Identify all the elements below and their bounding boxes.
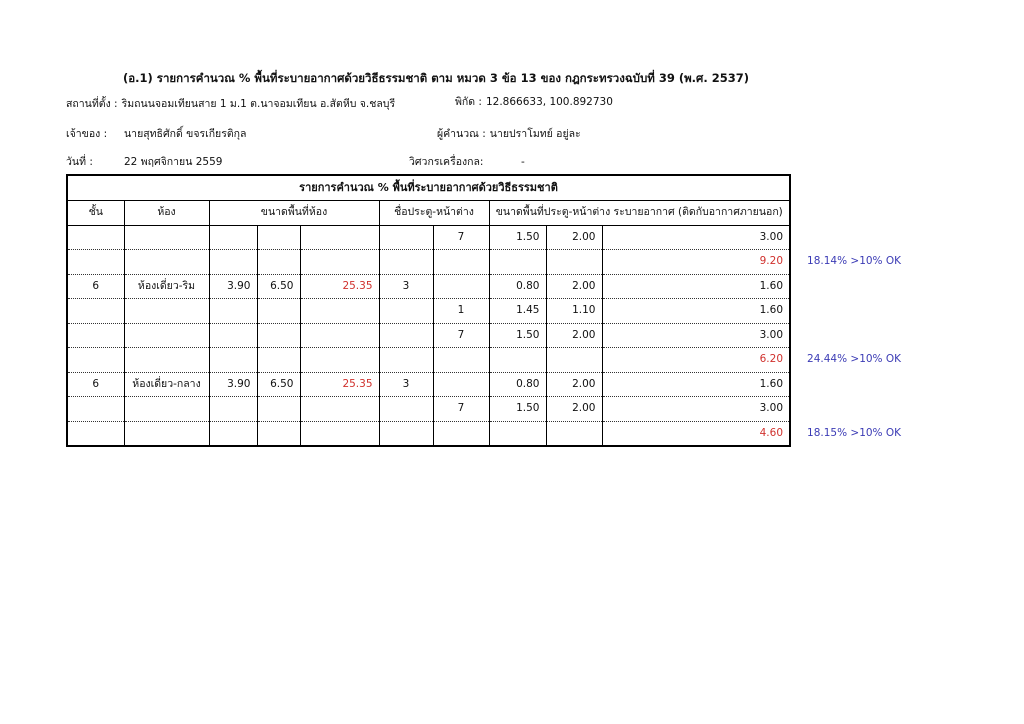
table-caption: รายการคำนวณ % พื้นที่ระบายอากาศด้วยวิธีธรรมชาติ [67, 175, 790, 200]
owner-label: เจ้าของ : [66, 128, 108, 140]
room-area-cell [300, 348, 379, 373]
opening-area-cell: 3.00 [602, 397, 790, 422]
table-row [67, 299, 901, 324]
location-line [66, 97, 395, 111]
ventilation-ratio-note: 18.15% >10% OK [807, 426, 902, 439]
note-spacer [790, 175, 901, 200]
room-name-cell [124, 323, 209, 348]
ventilation-calculation-table [66, 174, 902, 447]
opening-name-cell [433, 274, 489, 299]
room-area-cell [300, 421, 379, 446]
opening-height-cell: 2.00 [546, 397, 602, 422]
coordinates-label: พิกัด : [455, 96, 482, 108]
opening-width-cell: 1.50 [489, 225, 546, 250]
table-row [67, 348, 901, 373]
room-width-cell: 3.90 [209, 274, 257, 299]
room-width-cell [209, 348, 257, 373]
date-label: วันที่ : [66, 156, 93, 168]
owner-value: นายสุทธิศักดิ์ ขจรเกียรติกุล [124, 128, 247, 140]
room-area-cell [300, 323, 379, 348]
opening-height-cell: 2.00 [546, 274, 602, 299]
room-length-cell [257, 323, 300, 348]
header-room: ห้อง [124, 200, 209, 225]
opening-group-cell [379, 250, 433, 275]
date-value: 22 พฤศจิกายน 2559 [124, 156, 223, 168]
header-opening-name: ชื่อประตู-หน้าต่าง [379, 200, 489, 225]
floor-cell [67, 323, 124, 348]
opening-area-cell: 1.60 [602, 299, 790, 324]
opening-width-cell: 1.50 [489, 323, 546, 348]
room-name-cell [124, 299, 209, 324]
table-row [67, 225, 901, 250]
floor-cell [67, 397, 124, 422]
ventilation-ratio-note [790, 225, 901, 250]
opening-name-cell [433, 372, 489, 397]
opening-height-cell [546, 250, 602, 275]
opening-width-cell [489, 348, 546, 373]
document-title: (อ.1) รายการคำนวณ % พื้นที่ระบายอากาศด้วยวิธีธรรมชาติ ตาม หมวด 3 ข้อ 13 ของ กฎกระทรวงฉบับที่ 39 (พ.ศ. 2537) [123, 71, 749, 85]
opening-width-cell [489, 250, 546, 275]
room-length-cell [257, 225, 300, 250]
opening-height-cell: 2.00 [546, 323, 602, 348]
calculator-label: ผู้คำนวณ : [437, 128, 486, 140]
table-header-row [67, 200, 901, 225]
opening-name-cell [433, 348, 489, 373]
opening-name-cell: 7 [433, 225, 489, 250]
opening-area-cell: 1.60 [602, 274, 790, 299]
opening-group-cell: 3 [379, 372, 433, 397]
opening-width-cell: 1.45 [489, 299, 546, 324]
opening-width-cell [489, 421, 546, 446]
opening-group-cell [379, 348, 433, 373]
room-width-cell [209, 299, 257, 324]
opening-area-cell: 1.60 [602, 372, 790, 397]
floor-cell [67, 225, 124, 250]
ventilation-ratio-note [790, 372, 901, 397]
table-row [67, 250, 901, 275]
location-label: สถานที่ตั้ง : [66, 98, 118, 110]
room-width-cell [209, 421, 257, 446]
room-width-cell [209, 323, 257, 348]
opening-group-cell: 3 [379, 274, 433, 299]
opening-area-total-cell: 4.60 [602, 421, 790, 446]
room-length-cell [257, 397, 300, 422]
opening-group-cell [379, 299, 433, 324]
room-length-cell [257, 348, 300, 373]
calculator-value: นายปราโมทย์ อยู่ละ [489, 128, 581, 140]
floor-cell [67, 348, 124, 373]
room-length-cell: 6.50 [257, 372, 300, 397]
ventilation-ratio-note: 18.14% >10% OK [807, 255, 902, 268]
opening-area-cell: 3.00 [602, 225, 790, 250]
header-opening-size: ขนาดพื้นที่ประตู-หน้าต่าง ระบายอากาศ (ติดกับอากาศภายนอก) [489, 200, 790, 225]
room-area-cell [300, 397, 379, 422]
room-area-cell [300, 250, 379, 275]
floor-cell [67, 421, 124, 446]
opening-name-cell [433, 250, 489, 275]
engineer-value: - [521, 156, 525, 168]
room-area-cell [300, 299, 379, 324]
room-name-cell: ห้องเดี่ยว-ริม [124, 274, 209, 299]
opening-group-cell [379, 225, 433, 250]
location-value: ริมถนนจอมเทียนสาย 1 ม.1 ต.นาจอมเทียน อ.สัตหีบ จ.ชลบุรี [121, 98, 396, 110]
opening-name-cell: 1 [433, 299, 489, 324]
coordinates-value: 12.866633, 100.892730 [485, 96, 613, 108]
room-length-cell [257, 421, 300, 446]
table-row [67, 397, 901, 422]
opening-height-cell: 2.00 [546, 225, 602, 250]
room-name-cell [124, 348, 209, 373]
opening-height-cell: 2.00 [546, 372, 602, 397]
table-row [67, 372, 901, 397]
floor-cell [67, 250, 124, 275]
note-spacer [790, 200, 901, 225]
ventilation-ratio-note: 24.44% >10% OK [807, 353, 902, 366]
floor-cell [67, 299, 124, 324]
room-name-cell [124, 397, 209, 422]
floor-cell: 6 [67, 372, 124, 397]
opening-name-cell [433, 421, 489, 446]
room-name-cell [124, 421, 209, 446]
room-area-cell [300, 225, 379, 250]
calculator-line [437, 127, 581, 141]
opening-area-total-cell: 9.20 [602, 250, 790, 275]
engineer-label: วิศวกรเครื่องกล: [409, 156, 484, 168]
room-width-cell: 3.90 [209, 372, 257, 397]
table-row [67, 323, 901, 348]
room-length-cell [257, 299, 300, 324]
room-width-cell [209, 397, 257, 422]
opening-name-cell: 7 [433, 397, 489, 422]
ventilation-ratio-note [790, 299, 901, 324]
opening-width-cell: 0.80 [489, 274, 546, 299]
table-row [67, 421, 901, 446]
table-caption-row [67, 175, 901, 200]
floor-cell: 6 [67, 274, 124, 299]
room-length-cell [257, 250, 300, 275]
opening-group-cell [379, 397, 433, 422]
room-width-cell [209, 225, 257, 250]
room-name-cell [124, 225, 209, 250]
room-length-cell: 6.50 [257, 274, 300, 299]
room-area-cell: 25.35 [300, 274, 379, 299]
opening-width-cell: 0.80 [489, 372, 546, 397]
header-floor: ชั้น [67, 200, 124, 225]
opening-width-cell: 1.50 [489, 397, 546, 422]
room-width-cell [209, 250, 257, 275]
opening-area-cell: 3.00 [602, 323, 790, 348]
ventilation-ratio-note [790, 274, 901, 299]
opening-name-cell: 7 [433, 323, 489, 348]
ventilation-ratio-note [790, 397, 901, 422]
room-area-cell: 25.35 [300, 372, 379, 397]
header-room-size: ขนาดพื้นที่ห้อง [209, 200, 379, 225]
opening-group-cell [379, 421, 433, 446]
ventilation-ratio-note [790, 323, 901, 348]
opening-height-cell: 1.10 [546, 299, 602, 324]
room-name-cell: ห้องเดี่ยว-กลาง [124, 372, 209, 397]
table-row [67, 274, 901, 299]
coordinates-line [455, 95, 613, 109]
room-name-cell [124, 250, 209, 275]
opening-height-cell [546, 348, 602, 373]
opening-height-cell [546, 421, 602, 446]
opening-group-cell [379, 323, 433, 348]
opening-area-total-cell: 6.20 [602, 348, 790, 373]
